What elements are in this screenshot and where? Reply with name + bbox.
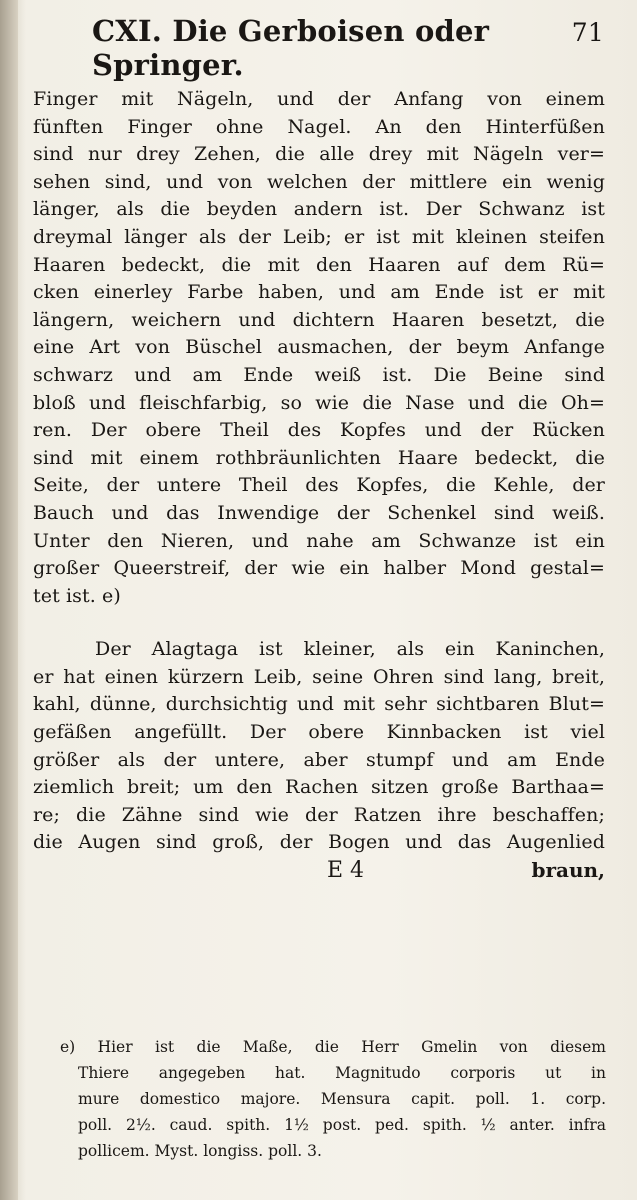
page-number: 71 bbox=[571, 18, 604, 47]
text-line: Haaren bedeckt, die mit den Haaren auf dem Rü= bbox=[33, 253, 605, 276]
signature-mark: E 4 bbox=[327, 858, 365, 884]
footnote-line: poll. 2½. caud. spith. 1½ post. ped. spith. ½ anter. infra bbox=[78, 1116, 606, 1134]
paragraph-2 bbox=[33, 636, 605, 857]
page-gutter-shadow bbox=[0, 0, 18, 1200]
text-line: länger, als die beyden andern ist. Der Schwanz ist bbox=[33, 198, 605, 221]
signature-row bbox=[33, 857, 605, 885]
text-line: kahl, dünne, durchsichtig und mit sehr sichtbaren Blut= bbox=[33, 693, 605, 716]
catchword: braun, bbox=[531, 858, 605, 883]
running-head bbox=[92, 14, 604, 82]
text-line: schwarz und am Ende weiß ist. Die Beine sind bbox=[33, 363, 605, 386]
text-line: größer als der untere, aber stumpf und am Ende bbox=[33, 748, 605, 771]
footnote-line: pollicem. Myst. longiss. poll. 3. bbox=[78, 1142, 322, 1160]
text-line: sehen sind, und von welchen der mittlere ein wenig bbox=[33, 170, 605, 193]
text-line: Der Alagtaga ist kleiner, als ein Kaninchen, bbox=[95, 638, 605, 661]
footnote-line: mure domestico majore. Mensura capit. poll. 1. corp. bbox=[78, 1090, 606, 1108]
footnote bbox=[60, 1034, 606, 1164]
text-line: gefäßen angefüllt. Der obere Kinnbacken ist viel bbox=[33, 721, 605, 744]
text-line: sind nur drey Zehen, die alle drey mit Nägeln ver= bbox=[33, 143, 605, 166]
text-line: bloß und fleischfarbig, so wie die Nase und die Oh= bbox=[33, 391, 605, 414]
text-line: er hat einen kürzern Leib, seine Ohren sind lang, breit, bbox=[33, 665, 605, 688]
text-line: Bauch und das Inwendige der Schenkel sind weiß. bbox=[33, 501, 605, 524]
text-line: dreymal länger als der Leib; er ist mit kleinen steifen bbox=[33, 225, 605, 248]
text-line: ren. Der obere Theil des Kopfes und der Rücken bbox=[33, 419, 605, 442]
text-line: Unter den Nieren, und nahe am Schwanze ist ein bbox=[33, 529, 605, 552]
text-line: cken einerley Farbe haben, und am Ende ist er mit bbox=[33, 281, 605, 304]
text-line: längern, weichern und dichtern Haaren besetzt, die bbox=[33, 308, 605, 331]
text-line: Seite, der untere Theil des Kopfes, die Kehle, der bbox=[33, 474, 605, 497]
text-line: eine Art von Büschel ausmachen, der beym Anfange bbox=[33, 336, 605, 359]
body-text bbox=[33, 86, 605, 885]
text-line: ziemlich breit; um den Rachen sitzen große Barthaa= bbox=[33, 776, 605, 799]
paragraph-1 bbox=[33, 86, 605, 610]
chapter-title: CXI. Die Gerboisen oder Springer. bbox=[92, 14, 490, 82]
text-line: re; die Zähne sind wie der Ratzen ihre beschaffen; bbox=[33, 803, 605, 826]
text-line: tet ist. e) bbox=[33, 584, 121, 607]
text-line: die Augen sind groß, der Bogen und das Augenlied bbox=[33, 831, 605, 854]
text-line: Finger mit Nägeln, und der Anfang von einem bbox=[33, 88, 605, 110]
text-line: großer Queerstreif, der wie ein halber Mond gestal= bbox=[33, 557, 605, 580]
footnote-line: e) Hier ist die Maße, die Herr Gmelin von diesem bbox=[60, 1038, 606, 1056]
text-line: sind mit einem rothbräunlichten Haare bedeckt, die bbox=[33, 446, 605, 469]
footnote-line: Thiere angegeben hat. Magnitudo corporis ut in bbox=[78, 1064, 606, 1082]
text-line: fünften Finger ohne Nagel. An den Hinterfüßen bbox=[33, 115, 605, 138]
